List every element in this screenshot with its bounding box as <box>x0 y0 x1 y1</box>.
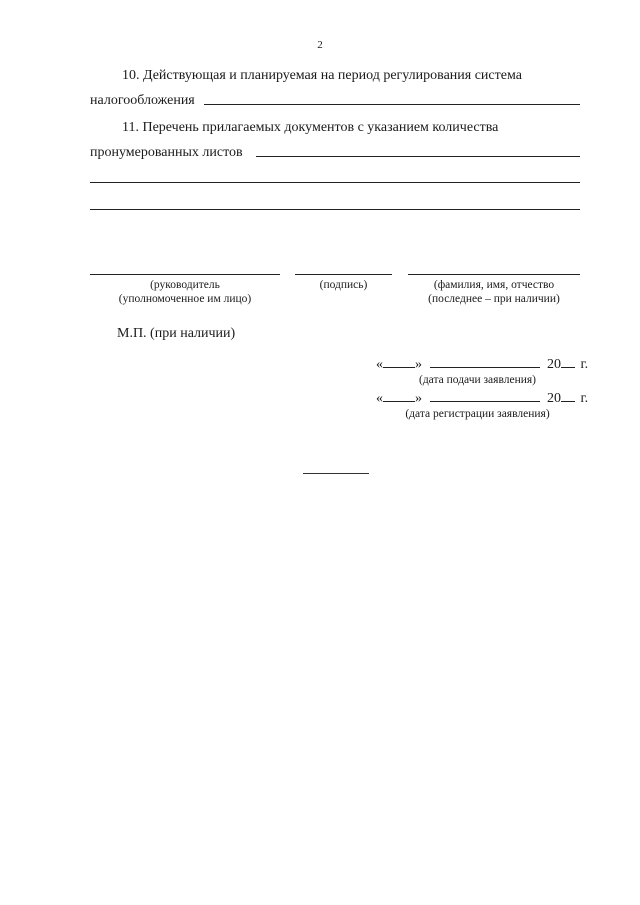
submission-date-row <box>376 355 588 373</box>
open-quote: « <box>376 391 383 406</box>
registration-year-field[interactable] <box>561 389 575 402</box>
year-suffix: г. <box>580 357 589 372</box>
close-quote: » <box>415 357 422 372</box>
year-prefix: 20 <box>547 357 561 372</box>
stamp-note: М.П. (при наличии) <box>117 326 236 341</box>
submission-date-caption: (дата подачи заявления) <box>419 374 536 386</box>
name-caption-line2: (последнее – при наличии) <box>428 293 560 305</box>
item10-label: налогообложения <box>90 93 195 108</box>
manager-caption-line2: (уполномоченное им лицо) <box>118 293 252 305</box>
registration-date-row <box>376 389 588 407</box>
open-quote: « <box>376 357 383 372</box>
signature-line[interactable] <box>295 274 392 275</box>
full-name-line[interactable] <box>408 274 580 275</box>
year-suffix: г. <box>580 391 589 406</box>
manager-signature-line[interactable] <box>90 274 280 275</box>
name-caption-line1: (фамилия, имя, отчество <box>433 279 555 291</box>
item11-label: пронумерованных листов <box>90 145 243 160</box>
name-caption <box>402 278 586 306</box>
manager-caption-line1: (руководитель <box>150 279 220 291</box>
signature-caption: (подпись) <box>319 279 368 291</box>
item10-text-line1: 10. Действующая и планируемая на период регулирования система <box>122 68 522 83</box>
registration-date-caption: (дата регистрации заявления) <box>405 408 550 420</box>
item11-fill-line-2[interactable] <box>90 182 580 183</box>
close-quote: » <box>415 391 422 406</box>
manager-caption <box>90 278 280 306</box>
submission-day-field[interactable] <box>383 355 415 368</box>
end-of-document-line <box>303 473 369 474</box>
item10-fill-line[interactable] <box>204 104 580 105</box>
registration-day-field[interactable] <box>383 389 415 402</box>
year-prefix: 20 <box>547 391 561 406</box>
item11-text-line1: 11. Перечень прилагаемых документов с указанием количества <box>122 120 499 135</box>
item11-fill-line-3[interactable] <box>90 209 580 210</box>
page-number: 2 <box>317 39 323 51</box>
item11-fill-line[interactable] <box>256 156 580 157</box>
submission-year-field[interactable] <box>561 355 575 368</box>
registration-month-field[interactable] <box>430 389 540 402</box>
submission-month-field[interactable] <box>430 355 540 368</box>
